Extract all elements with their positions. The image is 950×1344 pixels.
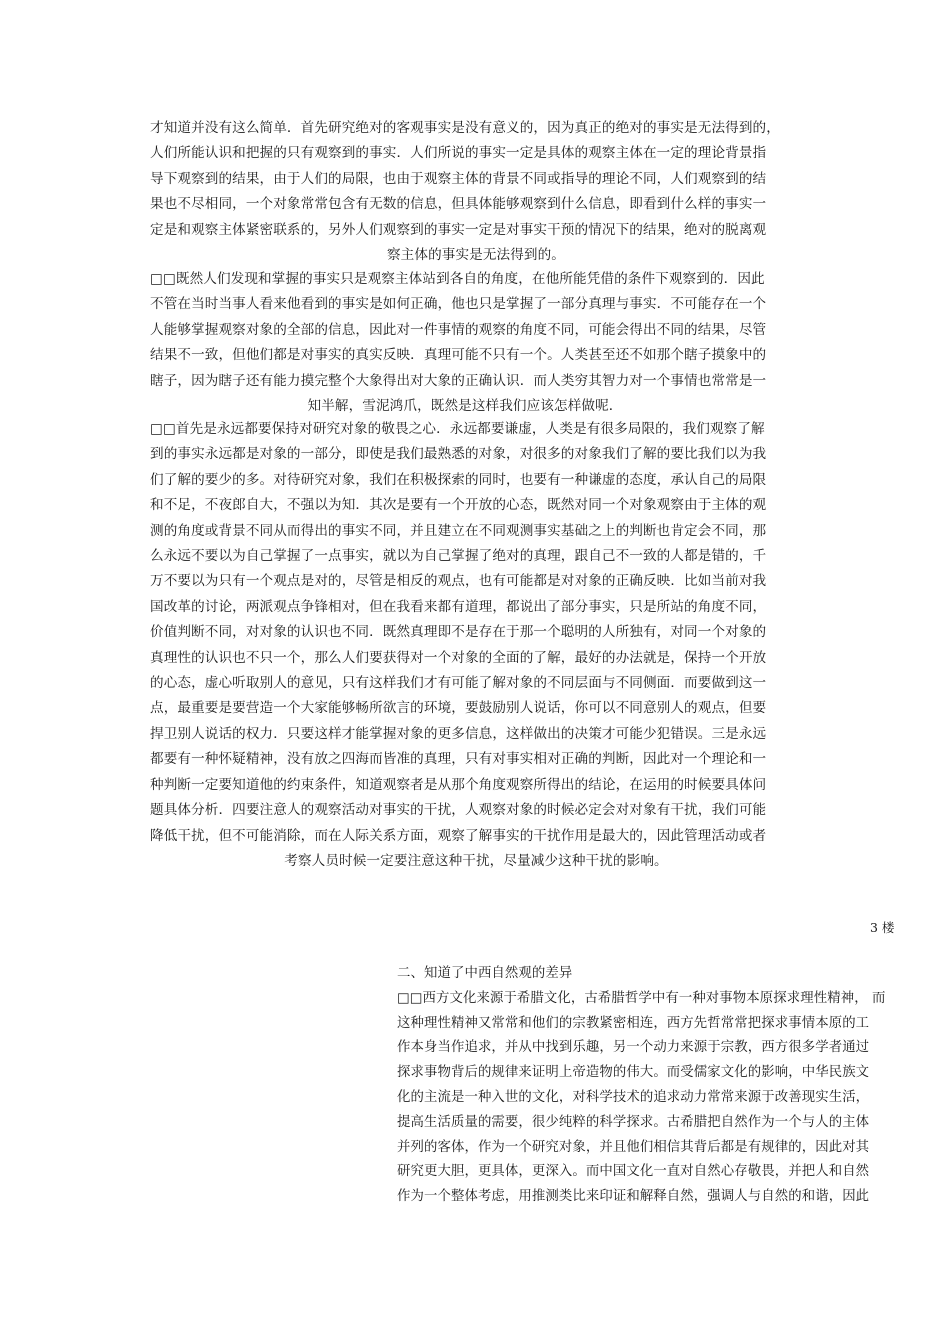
text-line: 人能够掌握观察对象的全部的信息，因此对一件事情的观察的角度不同，可能会得出不同的结果，尽管: [150, 321, 767, 338]
text-line: 这种理性精神又常常和他们的宗教紧密相连，西方先哲常常把探求事情本原的工: [397, 1015, 870, 1031]
text-line: 点，最重要是要营造一个大家能够畅所欲言的环境，要鼓励别人说话，你可以不同意别人的观点，但要: [150, 700, 767, 717]
paragraph-3: [150, 417, 802, 874]
text-line: 人们所能认识和把握的只有观察到的事实．人们所说的事实一定是具体的观察主体在一定的理论背景指: [150, 145, 767, 162]
text-line: 测的角度或背景不同从而得出的事实不同，并且建立在不同观测事实基础之上的判断也肯定会不同，那: [150, 522, 767, 539]
text-line-last: 考察人员时候一定要注意这种干扰，尽量减少这种干扰的影响。: [284, 852, 668, 869]
text-line: 的心态，虚心听取别人的意见，只有这样我们才有可能了解对象的不同层面与不同侧面．而要做到这一: [150, 675, 767, 692]
text-line: 瞎子，因为瞎子还有能力摸完整个大象得出对大象的正确认识．而人类穷其智力对一个事情也常常是一: [150, 372, 767, 389]
text-line: 到的事实永远都是对象的一部分，即使是我们最熟悉的对象，对很多的对象我们了解的要比我们以为我: [150, 446, 767, 463]
text-line: 真理性的认识也不只一个，那么人们要获得对一个对象的全面的了解，最好的办法就是，保持一个开放: [150, 649, 767, 666]
text-line: 作为一个整体考虑，用推测类比来印证和解释自然，强调人与自然的和谐，因此: [397, 1189, 870, 1205]
text-line: 探求事物背后的规律来证明上帝造物的伟大。而受儒家文化的影响，中华民族文: [397, 1065, 870, 1081]
text-line: 捍卫别人说话的权力．只要这样才能掌握对象的更多信息，这样做出的决策才可能少犯错误。三是永远: [150, 725, 767, 742]
text-line: 化的主流是一种入世的文化，对科学技术的追求动力常常来源于改善现实生活，: [397, 1089, 870, 1105]
text-line: 和不足，不夜郎自大，不强以为知．其次是要有一个开放的心态，既然对同一个对象观察由于主体的观: [150, 497, 767, 514]
floor-label: 3 楼: [870, 920, 895, 935]
text-line: 提高生活质量的需要，很少纯粹的科学探求。古希腊把自然作为一个与人的主体: [397, 1114, 870, 1130]
text-line: 么永远不要以为自己掌握了一点事实，就以为自己掌握了绝对的真理，跟自己不一致的人都是错的，千: [150, 548, 767, 565]
text-line-last: 知半解，雪泥鸿爪，既然是这样我们应该怎样做呢．: [307, 398, 623, 415]
text-line: 研究更大胆，更具体，更深入。而中国文化一直对自然心存敬畏，并把人和自然: [397, 1164, 870, 1180]
text-line: 才知道并没有这么简单．首先研究绝对的客观事实是没有意义的，因为真正的绝对的事实是无法得到的，: [150, 120, 780, 136]
text-line: 价值判断不同，对对象的认识也不同．既然真理即不是存在于那一个聪明的人所独有，对同一个对象的: [150, 624, 767, 641]
text-line: 结果不一致，但他们都是对事实的真实反映．真理可能不只有一个。人类甚至还不如那个瞎子摸象中的: [150, 347, 767, 364]
text-line: 作本身当作追求，并从中找到乐趣，另一个动力来源于宗教，西方很多学者通过: [397, 1040, 870, 1056]
text-line: □□西方文化来源于希腊文化，古希腊哲学中有一种对事物本原探求理性精神， 而: [397, 990, 886, 1006]
text-line: 不管在当时当事人看来他看到的事实是如何正确，他也只是掌握了一部分真理与事实．不可能存在一个: [150, 296, 767, 313]
paragraph-2: [150, 267, 780, 419]
text-line: 果也不尽相同，一个对象常常包含有无数的信息，但具体能够观察到什么信息，即看到什么样的事实一: [150, 196, 767, 213]
text-line: 们了解的要少的多。对待研究对象，我们在积极探索的同时，也要有一种谦虚的态度，承认自己的局限: [150, 471, 767, 488]
text-line: 都要有一种怀疑精神，没有放之四海而皆准的真理，只有对事实相对正确的判断，因此对一个理论和一: [150, 751, 767, 768]
text-line: 并列的客体，作为一个研究对象，并且他们相信其背后都是有规律的，因此对其: [397, 1139, 870, 1155]
section-heading: 二、知道了中西自然观的差异: [397, 966, 573, 981]
text-line: 种判断一定要知道他的约束条件，知道观察者是从那个角度观察所得出的结论，在运用的时候要具体问: [150, 776, 767, 793]
text-line: □□首先是永远都要保持对研究对象的敬畏之心．永远都要谦虚，人类是有很多局限的，我们观察了解: [150, 421, 765, 437]
paragraph-1: [150, 116, 802, 268]
text-line: 降低干扰，但不可能消除，而在人际关系方面，观察了解事实的干扰作用是最大的，因此管理活动或者: [150, 827, 767, 844]
text-line: 万不要以为只有一个观点是对的，尽管是相反的观点，也有可能都是对对象的正确反映．比如当前对我: [150, 573, 767, 590]
text-line: 题具体分析．四要注意人的观察活动对事实的干扰，人观察对象的时候必定会对对象有干扰，我们可能: [150, 802, 767, 819]
text-line: □□既然人们发现和掌握的事实只是观察主体站到各自的角度，在他所能凭借的条件下观察到的．因此: [150, 271, 765, 287]
text-line-last: 察主体的事实是无法得到的。: [386, 247, 566, 264]
section-2: [397, 962, 907, 1210]
text-line: 国改革的讨论，两派观点争锋相对，但在我看来都有道理，都说出了部分事实，只是所站的角度不同，: [150, 598, 767, 615]
text-line: 定是和观察主体紧密联系的，另外人们观察到的事实一定是对事实干预的情况下的结果，绝对的脱离观: [150, 221, 767, 238]
text-line: 导下观察到的结果，由于人们的局限，也由于观察主体的背景不同或指导的理论不同，人们观察到的结: [150, 170, 767, 187]
